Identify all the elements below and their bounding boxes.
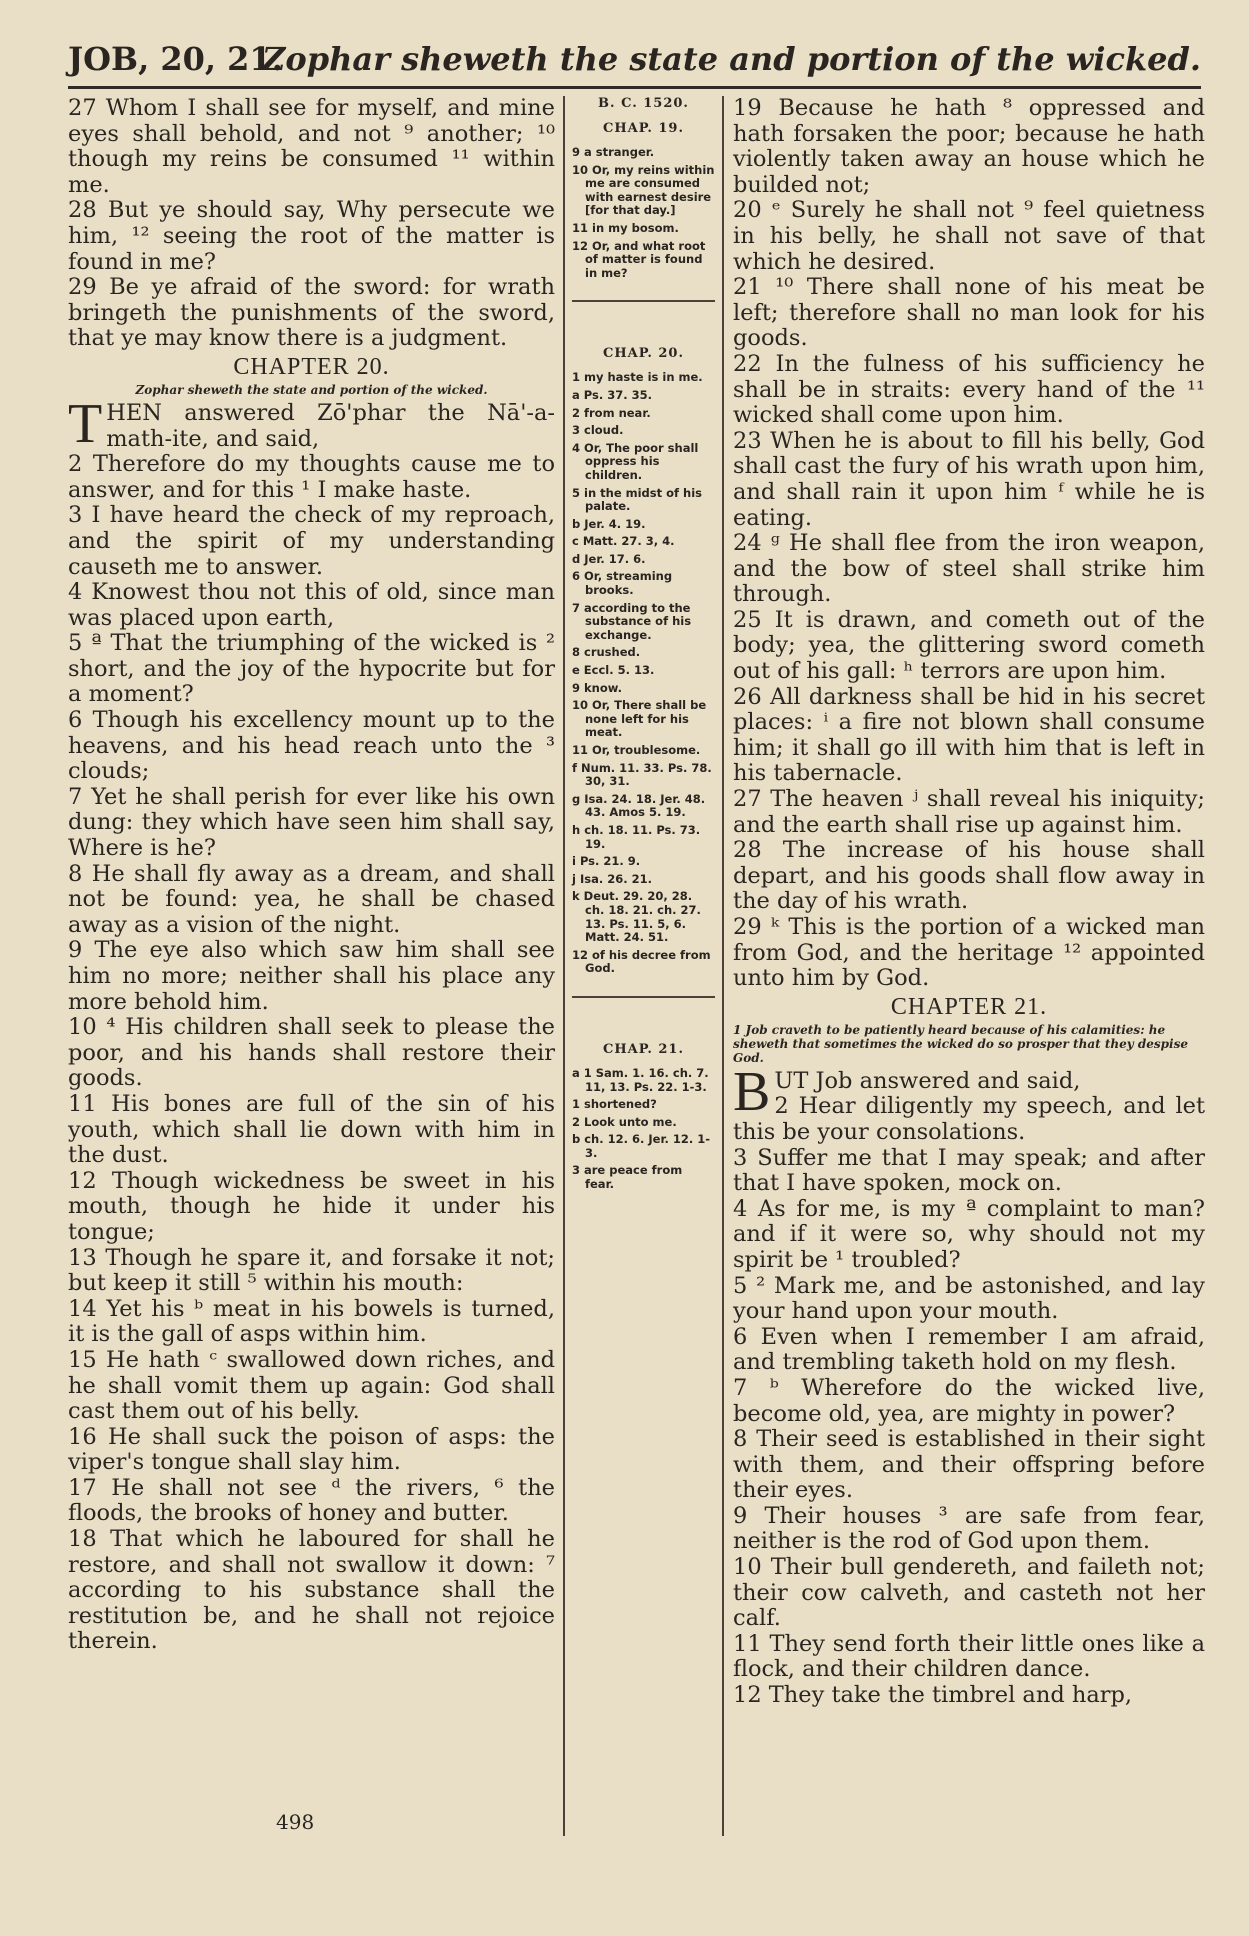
verse: 29 ᵏ This is the portion of a wicked man from God, and the heritage ¹² appointed unto him by God.: [733, 914, 1205, 992]
margin-note: b ch. 12. 6. Jer. 12. 1-3.: [572, 1132, 710, 1160]
chapter-heading: CHAPTER 20.: [233, 353, 390, 380]
margin-note: 3 cloud.: [572, 423, 624, 438]
verse: 17 He shall not see ᵈ the rivers, ⁶ the floods, the brooks of honey and butter.: [68, 1474, 555, 1527]
margin-divider: [572, 300, 715, 302]
margin-note: 11 Or, troublesome.: [572, 743, 701, 757]
page-header: [68, 40, 1201, 86]
verse: 3 I have heard the check of my reproach, and the spirit of my understanding causeth me to answer.: [68, 502, 555, 580]
verse: 9 Their houses ³ are safe from fear, neither is the rod of God upon them.: [733, 1502, 1205, 1555]
verse: 9 The eye also which saw him shall see him no more; neither shall his place any more behold him.: [68, 937, 555, 1015]
margin-note: a 1 Sam. 1. 16. ch. 7. 11, 13. Ps. 22. 1-3.: [572, 1065, 709, 1094]
margin-note: 2 Look unto me.: [572, 1114, 677, 1129]
verse: 6 Though his excellency mount up to the heavens, and his head reach unto the ³ clouds;: [68, 707, 555, 785]
margin-note: 12 Or, and what root of matter is found in me?: [572, 238, 706, 280]
margin-note: 11 in my bosom.: [572, 220, 679, 235]
verse: 2 Hear diligently my speech, and let this be your consolations.: [733, 1093, 1205, 1145]
verse: 28 But ye should say, Why persecute we him, ¹² seeing the root of the matter is found in me?: [68, 197, 555, 275]
margin-note: 1 my haste is in me.: [572, 370, 703, 385]
margin-note: 3 are peace from fear.: [572, 1163, 683, 1192]
verse: 8 He shall fly away as a dream, and shall not be found: yea, he shall be chased away as a vision of the night.: [68, 860, 555, 938]
margin-references: [572, 96, 715, 1196]
margin-note: h ch. 18. 11. Ps. 73. 19.: [572, 822, 701, 851]
verse: 5 ² Mark me, and be astonished, and lay your hand upon your mouth.: [733, 1272, 1205, 1325]
margin-note: j Isa. 26. 21.: [572, 871, 652, 886]
margin-note: k Deut. 29. 20, 28. ch. 18. 21. ch. 27. 13. Ps. 11. 5, 6. Matt. 24. 51.: [572, 889, 701, 945]
verse: 21 ¹⁰ There shall none of his meat be left; therefore shall no man look for his goods.: [733, 274, 1205, 352]
chapter-heading: CHAPTER 21.: [890, 993, 1048, 1020]
margin-note: a Ps. 37. 35.: [572, 387, 652, 402]
margin-chapter-heading: CHAP. 20.: [602, 346, 684, 362]
margin-note: f Num. 11. 33. Ps. 78. 30, 31.: [572, 760, 712, 789]
margin-note: i Ps. 21. 9.: [572, 854, 641, 869]
verse: 20 ᵉ Surely he shall not ⁹ feel quietness in his belly, he shall not save of that which he desired.: [733, 197, 1205, 275]
margin-chapter-heading: CHAP. 21.: [602, 1041, 684, 1057]
verse: 13 Though he spare it, and forsake it not; but keep it still ⁵ within his mouth:: [68, 1244, 555, 1297]
verse: 14 Yet his ᵇ meat in his bowels is turned, it is the gall of asps within him.: [68, 1295, 555, 1348]
verse: 11 They send forth their little ones like a flock, and their children dance.: [733, 1630, 1205, 1683]
margin-note: 9 know.: [572, 680, 622, 695]
margin-note: 9 a stranger.: [572, 145, 655, 159]
margin-date: B. C. 1520.: [598, 96, 689, 111]
margin-note: e Eccl. 5. 13.: [572, 663, 655, 678]
verse-first: [68, 392, 555, 455]
margin-chapter-heading: CHAP. 19.: [602, 121, 684, 136]
running-head-book: JOB, 20, 21.: [68, 40, 283, 78]
verse: 11 His bones are full of the sin of his youth, which shall lie down with him in the dust.: [68, 1090, 555, 1169]
margin-notes-ch19: [572, 146, 715, 280]
verse: 15 He hath ᶜ swallowed down riches, and he shall vomit them up again: God shall cast them out of his belly.: [68, 1346, 555, 1425]
text-column-left: [68, 96, 555, 1655]
margin-note: 10 Or, There shall be none left for his meat.: [572, 698, 707, 740]
margin-note: 4 Or, The poor shall oppress his children.: [572, 440, 699, 482]
verse: 23 When he is about to fill his belly, God shall cast the fury of his wrath upon him, and shall rain it upon him ᶠ while he is eating.: [733, 427, 1205, 531]
margin-note: c Matt. 27. 3, 4.: [572, 534, 675, 549]
verse: 16 He shall suck the poison of asps: the viper's tongue shall slay him.: [68, 1423, 555, 1476]
verse: 4 As for me, is my ª complaint to man? and if it were so, why should not my spirit be ¹ troubled?: [733, 1195, 1205, 1273]
margin-note: b Jer. 4. 19.: [572, 516, 646, 531]
column-divider-right: [722, 96, 724, 1836]
margin-note: d Jer. 17. 6.: [572, 551, 646, 566]
margin-notes-ch21: [572, 1067, 715, 1192]
drop-cap: B: [733, 1060, 771, 1123]
text-column-right: [733, 96, 1205, 1709]
verse: 12 Though wickedness be sweet in his mouth, though he hide it under his tongue;: [68, 1167, 555, 1245]
verse: 18 That which he laboured for shall he restore, and shall not swallow it down: ⁷ according to his substance shall the restitution be, and he shall not rejoice therein.: [68, 1526, 555, 1655]
margin-note: 5 in the midst of his palate.: [572, 485, 703, 514]
verse-text: UT Job answered and said,: [774, 1067, 1081, 1094]
verse: 29 Be ye afraid of the sword: for wrath bringeth the punishments of the sword, that ye may know there is a judgment.: [68, 274, 555, 352]
verse: 10 Their bull gendereth, and faileth not; their cow calveth, and casteth not her calf.: [733, 1554, 1205, 1632]
verse-text: HEN answered Zō'phar the Nā'-a-math-ite, and said,: [106, 399, 555, 452]
margin-note: 1 shortened?: [572, 1097, 657, 1112]
chapter-summary: Zophar sheweth the state and portion of the wicked.: [135, 382, 488, 397]
verse: 27 The heaven ʲ shall reveal his iniquity; and the earth shall rise up against him.: [733, 786, 1205, 838]
verse: 12 They take the timbrel and harp,: [733, 1682, 1133, 1709]
margin-note: g Isa. 24. 18. Jer. 48. 43. Amos 5. 19.: [572, 791, 706, 820]
margin-note: 8 crushed.: [572, 645, 641, 660]
verse: 4 Knowest thou not this of old, since man was placed upon earth,: [68, 579, 555, 631]
page-number: 498: [276, 1810, 315, 1834]
verse: 5 ª That the triumphing of the wicked is ² short, and the joy of the hypocrite but for a moment?: [68, 630, 555, 708]
verse: 10 ⁴ His children shall seek to please the poor, and his hands shall restore their goods.: [68, 1014, 555, 1092]
margin-notes-ch20: [572, 371, 715, 976]
header-rule: [68, 86, 1201, 89]
verse: 28 The increase of his house shall depart, and his goods shall flow away in the day of his wrath.: [733, 837, 1205, 915]
verse: 27 Whom I shall see for myself, and mine eyes shall behold, and not ⁹ another; ¹⁰ though my reins be consumed ¹¹ within me.: [68, 95, 555, 198]
drop-cap: T: [68, 392, 103, 455]
verse: 26 All darkness shall be hid in his secret places: ⁱ a fire not blown shall consume him; it shall go ill with him that is left in his tabernacle.: [733, 683, 1205, 787]
verse: 7 ᵇ Wherefore do the wicked live, become old, yea, are mighty in power?: [733, 1374, 1205, 1427]
verse: 8 Their seed is established in their sight with them, and their offspring before their eyes.: [733, 1426, 1205, 1504]
verse: 3 Suffer me that I may speak; and after that I have spoken, mock on.: [733, 1144, 1205, 1197]
margin-divider: [572, 996, 715, 998]
verse: 22 In the fulness of his sufficiency he shall be in straits: every hand of the ¹¹ wicked shall come upon him.: [733, 350, 1205, 429]
verse: 25 It is drawn, and cometh out of the body; yea, the glittering sword cometh out of his gall: ʰ terrors are upon him.: [733, 606, 1205, 685]
margin-note: 12 of his decree from God.: [572, 947, 711, 976]
verse: 6 Even when I remember I am afraid, and trembling taketh hold on my flesh.: [733, 1323, 1205, 1376]
verse: 7 Yet he shall perish for ever like his own dung: they which have seen him shall say, Where is he?: [68, 783, 555, 862]
verse: 24 ᵍ He shall flee from the iron weapon, and the bow of steel shall strike him through.: [733, 530, 1205, 608]
margin-note: 10 Or, my reins within me are consumed with earnest desire [for that day.]: [572, 162, 715, 218]
chapter-summary: 1 Job craveth to be patiently heard because of his calamities: he sheweth that sometimes the wicked do so prosper that they despise God.: [733, 1022, 1188, 1065]
margin-note: 2 from near.: [572, 405, 651, 420]
margin-note: 7 according to the substance of his exchange.: [572, 600, 692, 642]
verse: 19 Because he hath ⁸ oppressed and hath forsaken the poor; because he hath violently taken away an house which he builded not;: [733, 95, 1205, 198]
margin-note: 6 Or, streaming brooks.: [572, 569, 673, 598]
column-divider-left: [563, 96, 565, 1836]
running-head-summary: Zophar sheweth the state and portion of the wicked.: [262, 40, 1201, 78]
verse: 2 Therefore do my thoughts cause me to answer, and for this ¹ I make haste.: [68, 451, 555, 503]
